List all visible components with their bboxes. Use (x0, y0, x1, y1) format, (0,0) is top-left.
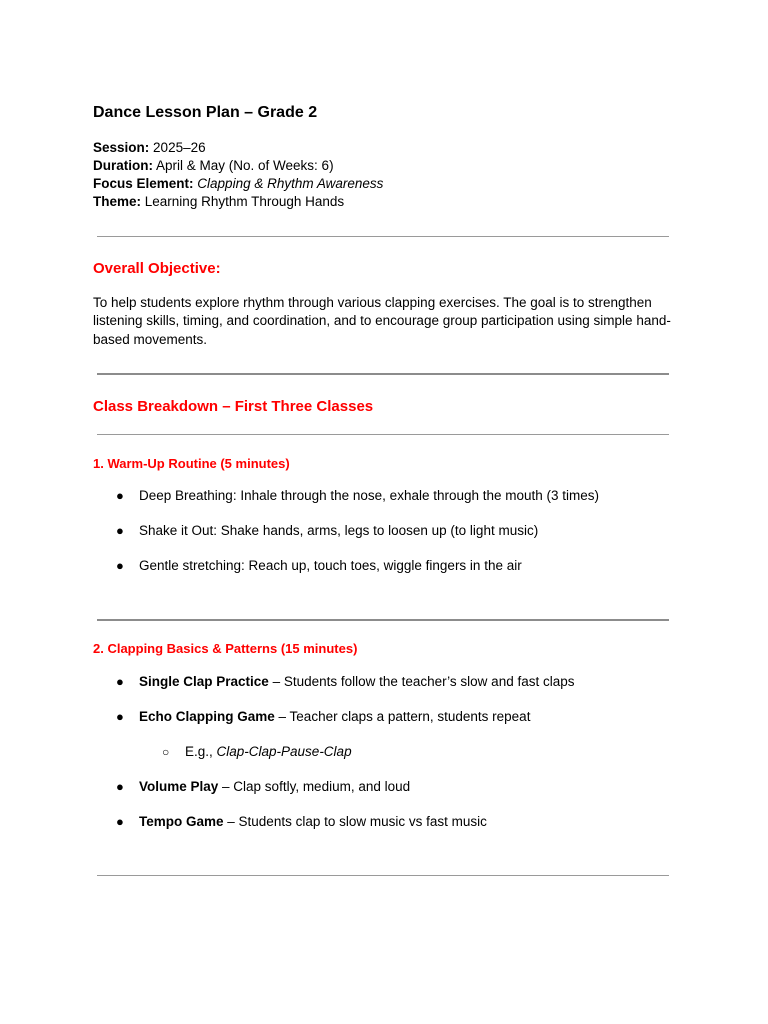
divider (97, 236, 669, 237)
meta-focus (93, 175, 383, 193)
divider (97, 373, 669, 375)
hollow-bullet-icon: ○ (162, 745, 170, 759)
item-desc: – Clap softly, medium, and loud (218, 779, 411, 794)
sub-item-pattern: Clap-Clap-Pause-Clap (216, 744, 352, 759)
meta-session (93, 139, 383, 157)
bullet-icon: ● (116, 709, 124, 724)
item-term: Tempo Game (139, 814, 224, 829)
item-term: Single Clap Practice (139, 674, 269, 689)
bullet-icon: ● (116, 523, 124, 538)
meta-theme (93, 193, 383, 211)
clapping-heading: 2. Clapping Basics & Patterns (15 minutes) (93, 641, 358, 656)
document-title: Dance Lesson Plan – Grade 2 (93, 104, 318, 121)
meta-theme-value: Learning Rhythm Through Hands (144, 194, 345, 209)
sub-list-item (185, 744, 352, 759)
item-desc: – Students clap to slow music vs fast music (223, 814, 487, 829)
bullet-icon: ● (116, 779, 124, 794)
meta-focus-label: Focus Element: (93, 176, 194, 191)
meta-session-value: 2025–26 (153, 140, 206, 155)
warmup-heading: 1. Warm-Up Routine (5 minutes) (93, 456, 290, 471)
list-item: Deep Breathing: Inhale through the nose, exhale through the mouth (3 times) (139, 488, 600, 503)
item-desc: – Teacher claps a pattern, students repeat (274, 709, 531, 724)
meta-duration-value: April & May (No. of Weeks: 6) (156, 158, 334, 173)
list-item: Shake it Out: Shake hands, arms, legs to loosen up (to light music) (139, 523, 539, 538)
item-desc: – Students follow the teacher’s slow and fast claps (268, 674, 575, 689)
bullet-icon: ● (116, 558, 124, 573)
objective-heading: Overall Objective: (93, 260, 221, 277)
bullet-icon: ● (116, 674, 124, 689)
divider (97, 434, 669, 435)
list-item (139, 709, 530, 724)
item-term: Echo Clapping Game (139, 709, 275, 724)
list-item (139, 779, 410, 794)
meta-focus-value: Clapping & Rhythm Awareness (197, 176, 384, 191)
meta-duration-label: Duration: (93, 158, 153, 173)
divider (97, 619, 669, 621)
objective-text: To help students explore rhythm through various clapping exercises. The goal is to strengthen listening skills, timing, and coordination, and to encourage group participation using simple hand-based movements. (93, 295, 671, 347)
bullet-icon: ● (116, 488, 124, 503)
meta-session-label: Session: (93, 140, 150, 155)
breakdown-heading: Class Breakdown – First Three Classes (93, 398, 374, 415)
list-item: Gentle stretching: Reach up, touch toes, wiggle fingers in the air (139, 558, 522, 573)
sub-item-prefix: E.g., (185, 744, 217, 759)
divider (97, 875, 669, 876)
lesson-meta (93, 139, 383, 211)
item-term: Volume Play (139, 779, 219, 794)
list-item (139, 674, 575, 689)
list-item (139, 814, 487, 829)
meta-duration (93, 157, 383, 175)
meta-theme-label: Theme: (93, 194, 142, 209)
bullet-icon: ● (116, 814, 124, 829)
